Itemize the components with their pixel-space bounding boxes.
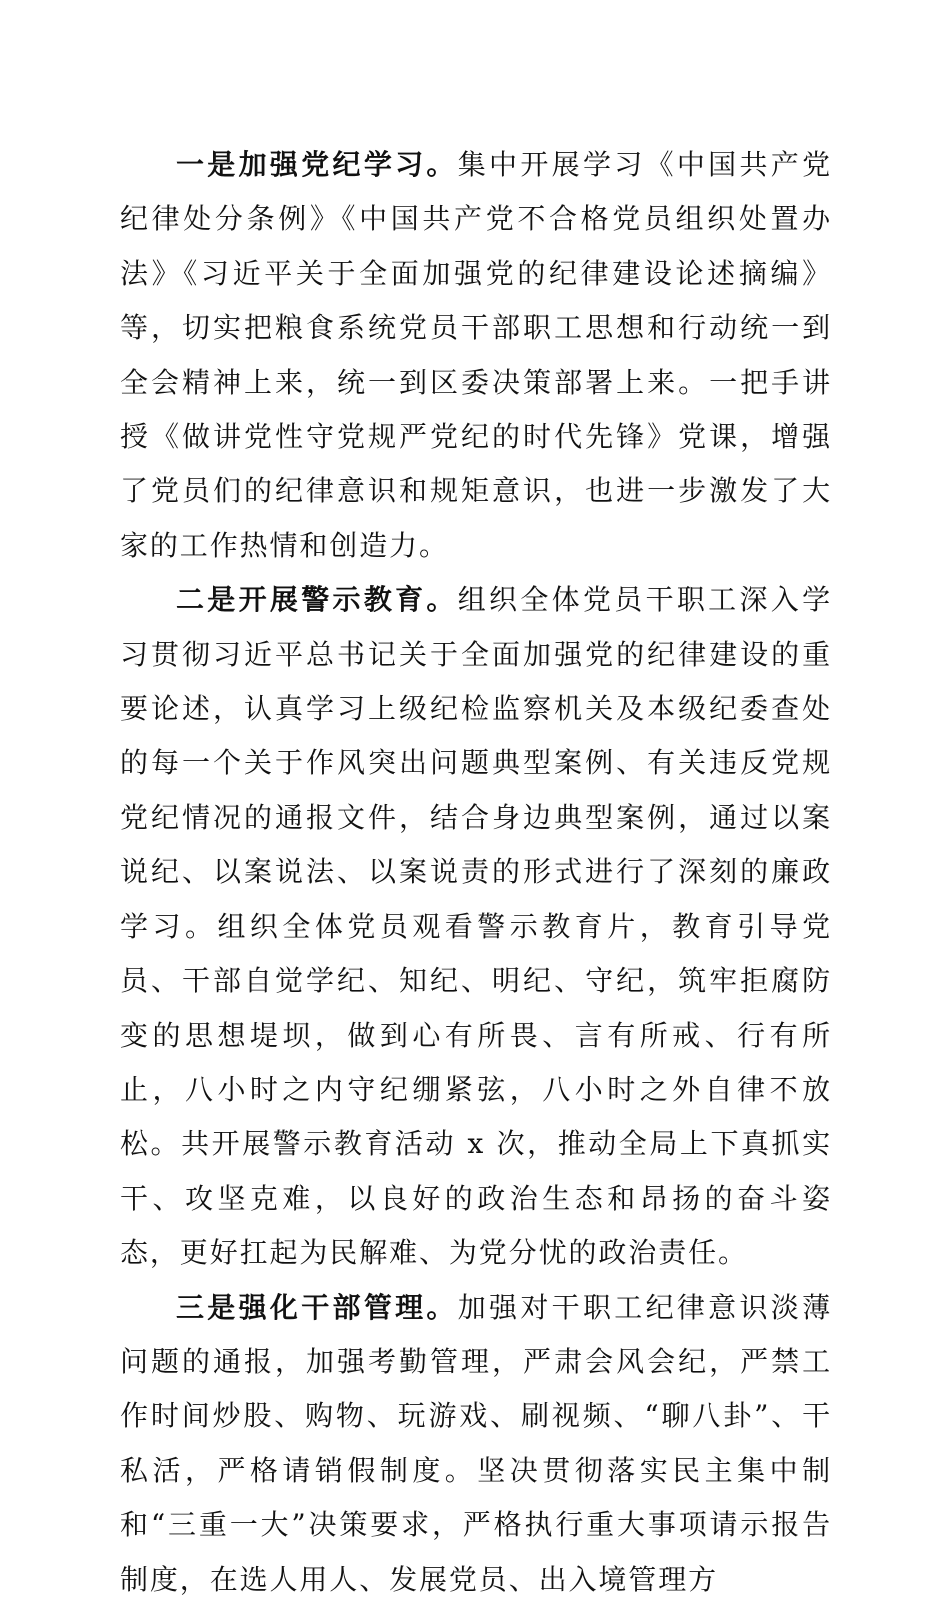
paragraph-heading: 三是强化干部管理。 xyxy=(176,1290,458,1324)
paragraph-text: 集中开展学习《中国共产党纪律处分条例》《中国共产党不合格党员组织处置办法》《习近平关于全面加强党的纪律建设论述摘编》等，切实把粮食系统党员干部职工思想和行动统一到全会精神上来，统一到区委决策部署上来。一把手讲授《做讲党性守党规严党纪的时代先锋》党课，增强了党员们的纪律意识和规矩意识，也进一步激发了大家的工作热情和创造力。 xyxy=(120,148,832,562)
paragraph-cadre-management xyxy=(120,1281,832,1607)
paragraph-text: 加强对干职工纪律意识淡薄问题的通报，加强考勤管理，严肃会风会纪，严禁工作时间炒股、购物、玩游戏、刷视频、“聊八卦”、干私活，严格请销假制度。坚决贯彻落实民主集中制和“三重一大”决策要求，严格执行重大事项请示报告制度，在选人用人、发展党员、出入境管理方 xyxy=(120,1290,832,1596)
paragraph-party-discipline-study xyxy=(120,138,832,573)
paragraph-heading: 二是开展警示教育。 xyxy=(176,583,458,617)
paragraph-heading: 一是加强党纪学习。 xyxy=(176,148,458,181)
paragraph-warning-education xyxy=(120,573,832,1280)
paragraph-text: 组织全体党员干职工深入学习贯彻习近平总书记关于全面加强党的纪律建设的重要论述，认真学习上级纪检监察机关及本级纪委查处的每一个关于作风突出问题典型案例、有关违反党规党纪情况的通报文件，结合身边典型案例，通过以案说纪、以案说法、以案说责的形式进行了深刻的廉政学习。组织全体党员观看警示教育片，教育引导党员、干部自觉学纪、知纪、明纪、守纪，筑牢拒腐防变的思想堤坝，做到心有所畏、言有所戒、行有所止，八小时之内守纪绷紧弦，八小时之外自律不放松。共开展警示教育活动 x 次，推动全局上下真抓实干、攻坚克难，以良好的政治生态和昂扬的奋斗姿态，更好扛起为民解难、为党分忧的政治责任。 xyxy=(120,583,832,1270)
document-body xyxy=(120,138,832,1607)
